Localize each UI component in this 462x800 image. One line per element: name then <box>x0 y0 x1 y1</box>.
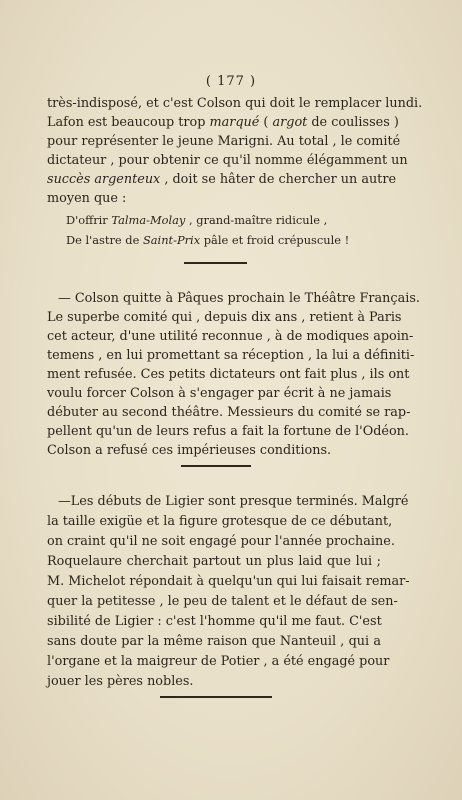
text-fragment: , grand-maître ridicule , <box>185 213 328 227</box>
text-line: très-indisposé, et c'est Colson qui doit le remplacer lundi. <box>47 96 423 111</box>
text-line: temens , en lui promettant sa réception , la lui a définiti- <box>47 348 415 363</box>
text-line: on craint qu'il ne soit engagé pour l'année prochaine. <box>47 534 395 549</box>
section-divider <box>160 696 272 698</box>
text-line: l'organe et la maigreur de Potier , a été engagé pour <box>47 654 390 669</box>
italic-term: Saint-Prix <box>142 233 201 247</box>
text-line: cet acteur, d'une utilité reconnue , à de modiques apoin- <box>47 329 414 344</box>
text-line: Roquelaure cherchait partout un plus laid que lui ; <box>47 554 381 569</box>
text-line: pour représenter le jeune Marigni. Au total , le comité <box>47 134 401 149</box>
italic-term: marqué <box>209 115 260 130</box>
text-line: Le superbe comité qui , depuis dix ans , retient à Paris <box>47 310 402 325</box>
section-divider <box>184 262 247 264</box>
text-fragment: , doit se hâter de chercher un autre <box>160 172 397 187</box>
text-line: débuter au second théâtre. Messieurs du comité se rap- <box>47 405 411 420</box>
text-line <box>47 113 399 132</box>
text-line: —Les débuts de Ligier sont presque terminés. Malgré <box>58 494 409 509</box>
text-line: — Colson quitte à Pâques prochain le Théâtre Français. <box>58 291 420 306</box>
text-line: dictateur , pour obtenir ce qu'il nomme élégamment un <box>47 153 408 168</box>
verse-line <box>66 211 327 229</box>
italic-term: argot <box>272 115 308 130</box>
text-line: quer la petitesse , le peu de talent et le défaut de sen- <box>47 594 398 609</box>
text-fragment: pâle et froid crépuscule ! <box>200 233 350 247</box>
text-line <box>47 170 397 189</box>
italic-term: succès argenteux <box>47 172 161 187</box>
text-line: sibilité de Ligier : c'est l'homme qu'il me faut. C'est <box>47 614 382 629</box>
text-fragment: de coulisses ) <box>307 115 399 130</box>
text-fragment: De l'astre de <box>66 233 143 247</box>
text-line: sans doute par la même raison que Nanteuil , qui a <box>47 634 381 649</box>
text-line: jouer les pères nobles. <box>47 674 194 689</box>
text-line: pellent qu'un de leurs refus a fait la fortune de l'Odéon. <box>47 424 409 439</box>
text-fragment: Lafon est beaucoup trop <box>47 115 210 130</box>
text-line: Colson a refusé ces impérieuses conditions. <box>47 443 332 458</box>
text-line: moyen que : <box>47 191 127 206</box>
text-line: ment refusée. Ces petits dictateurs ont fait plus , ils ont <box>47 367 410 382</box>
text-fragment: D'offrir <box>66 213 112 227</box>
text-line: la taille exigüe et la figure grotesque de ce débutant, <box>47 514 393 529</box>
italic-term: Talma-Molay <box>111 213 186 227</box>
verse-line <box>66 231 349 249</box>
page-number: ( 177 ) <box>205 74 257 89</box>
text-line: voulu forcer Colson à s'engager par écrit à ne jamais <box>47 386 392 401</box>
section-divider <box>181 465 251 467</box>
text-fragment: ( <box>259 115 273 130</box>
text-line: M. Michelot répondait à quelqu'un qui lui faisait remar- <box>47 574 410 589</box>
